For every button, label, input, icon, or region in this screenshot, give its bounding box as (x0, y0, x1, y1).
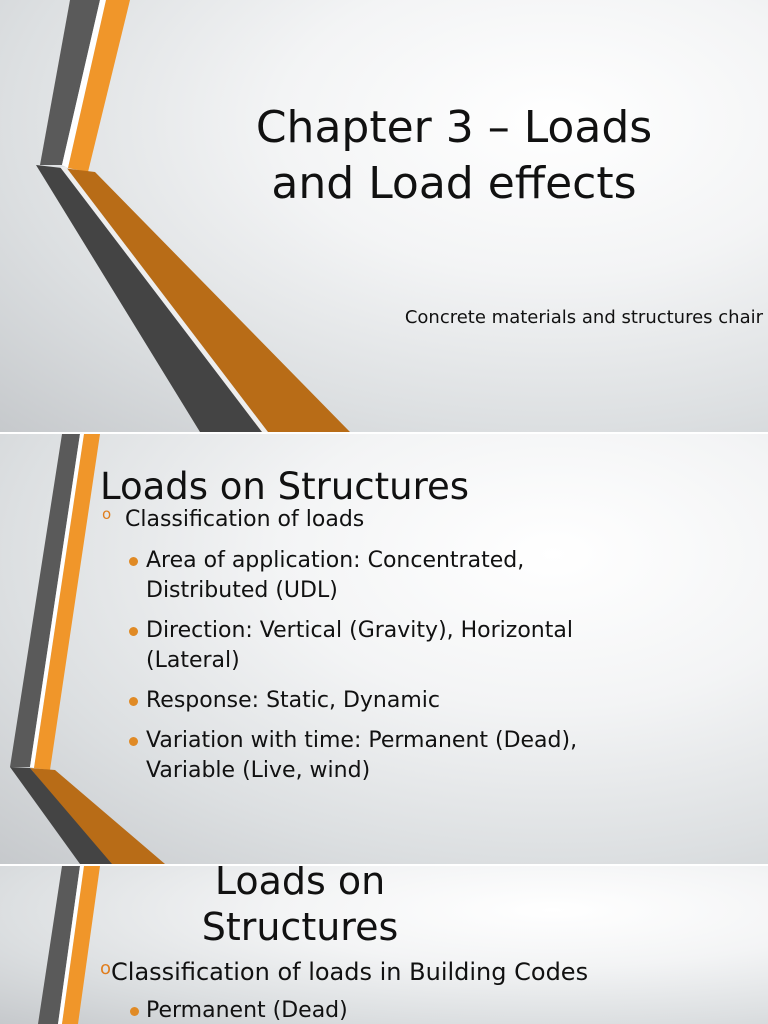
slide-1-title (200, 100, 708, 212)
list-item-text: Area of application: Concentrated, (146, 548, 525, 573)
list-item-text: Direction: Vertical (Gravity), Horizontal (146, 618, 573, 643)
list-item (146, 686, 720, 716)
bullet-dot-icon (129, 697, 138, 706)
decorative-stripes (0, 0, 768, 432)
list-item-text: Variable (Live, wind) (146, 758, 371, 783)
list-item (146, 726, 720, 786)
slide-2-bullet-list (100, 506, 720, 796)
slide-1 (0, 0, 768, 432)
slide-3 (0, 866, 768, 1024)
list-item (146, 616, 720, 676)
list-item-text: Distributed (UDL) (146, 578, 338, 603)
bullet-dot-icon (129, 627, 138, 636)
list-item-text: Classification of loads (125, 507, 365, 532)
list-item (146, 996, 348, 1024)
bullet-dot-icon (129, 737, 138, 746)
bullet-dot-icon (129, 557, 138, 566)
slide-1-title-line2: and Load effects (271, 158, 637, 209)
bullet-dot-icon (130, 1007, 139, 1016)
bullet-marker: o (100, 958, 112, 979)
bullet-marker: o (102, 505, 112, 523)
list-item-text: Variation with time: Permanent (Dead), (146, 728, 578, 753)
slide-3-title (150, 866, 450, 950)
list-item-text: Response: Static, Dynamic (146, 688, 440, 713)
slide-1-title-line1: Chapter 3 – Loads (255, 102, 653, 153)
list-item-text: Classification of loads in Building Codes (111, 958, 589, 986)
list-item (100, 954, 588, 987)
list-item (146, 546, 720, 606)
list-item-text: (Lateral) (146, 648, 240, 673)
slide-2-title: Loads on Structures (100, 465, 470, 508)
list-item-text: Permanent (Dead) (146, 998, 348, 1023)
slide-3-title-line2: Structures (201, 905, 399, 949)
slide-2 (0, 434, 768, 864)
slide-3-title-line1: Loads on (214, 866, 386, 903)
list-item (100, 506, 720, 534)
slide-1-subtitle: Concrete materials and structures chair (404, 307, 763, 328)
